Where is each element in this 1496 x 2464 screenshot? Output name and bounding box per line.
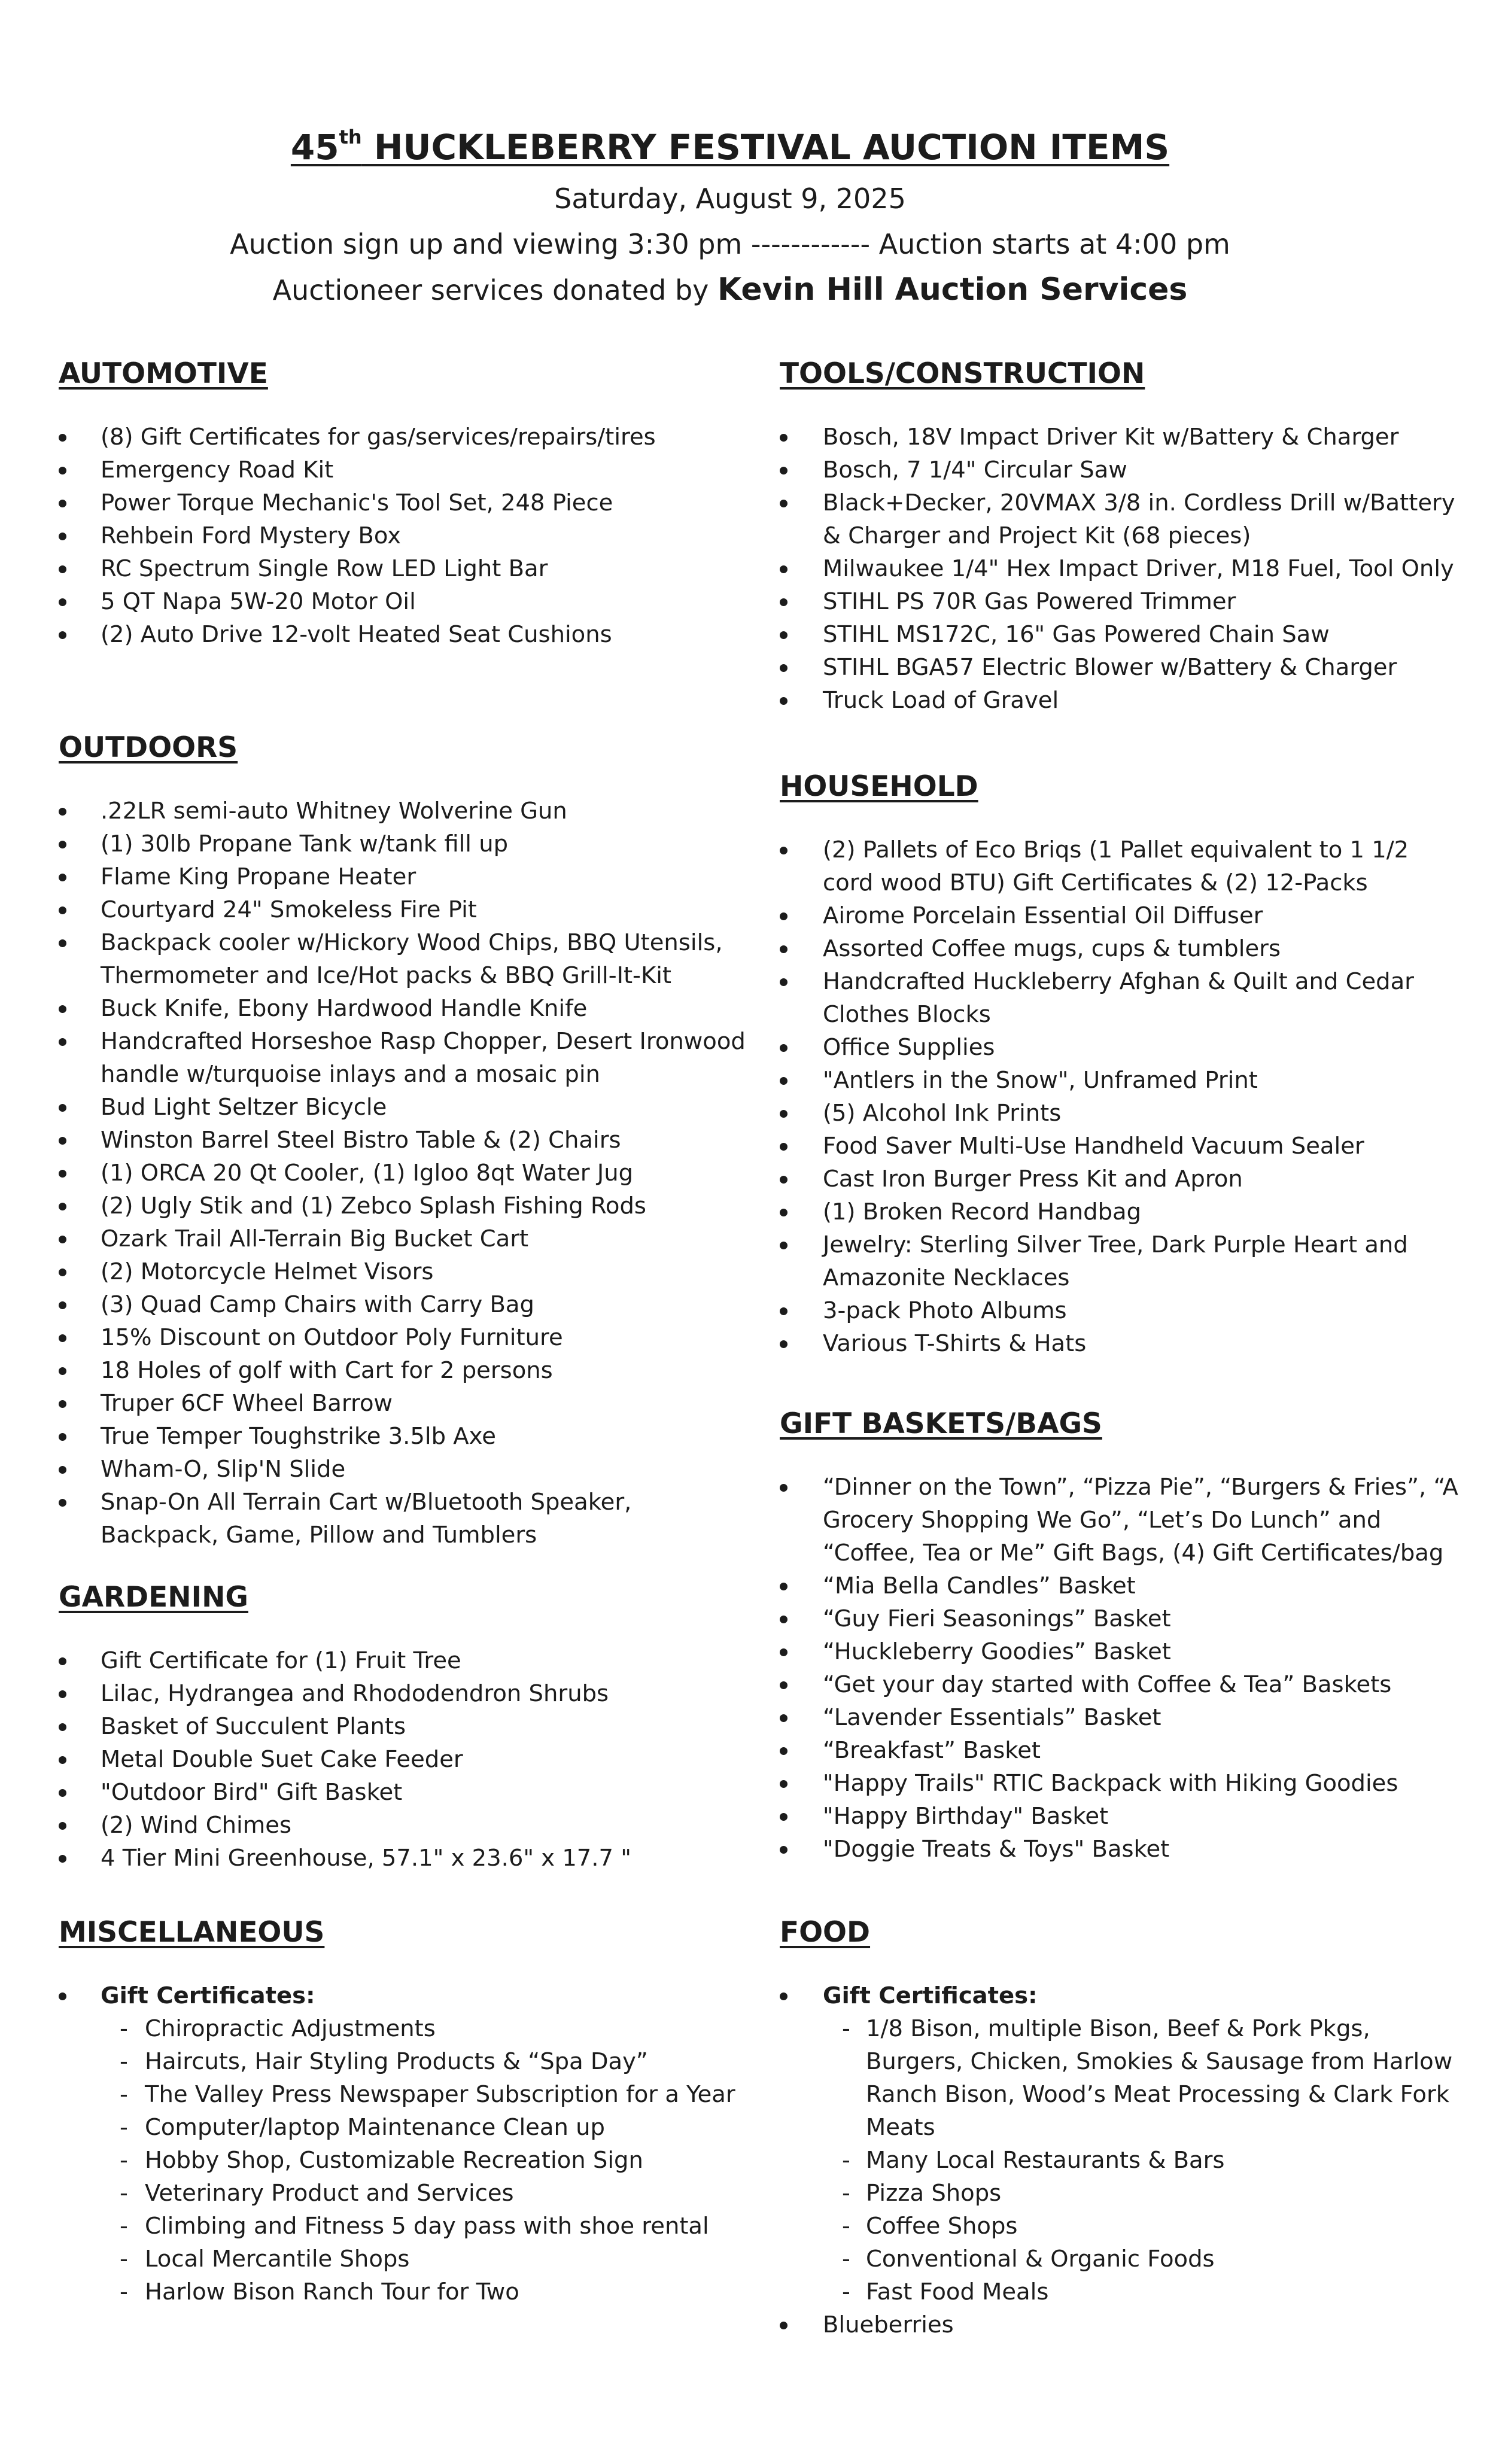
food-list (780, 1979, 1462, 2341)
list-item: - Harlow Bison Ranch Tour for Two (101, 2276, 747, 2308)
list-item: 5 QT Napa 5W-20 Motor Oil (59, 585, 747, 618)
list-item: “Mia Bella Candles” Basket (780, 1569, 1462, 1602)
list-item: 15% Discount on Outdoor Poly Furniture (59, 1321, 747, 1354)
list-item: - Fast Food Meals (823, 2276, 1462, 2308)
list-item: Black+Decker, 20VMAX 3/8 in. Cordless Drill w/Battery & Charger and Project Kit (68 pieces) (780, 486, 1462, 552)
list-item: Ozark Trail All-Terrain Big Bucket Cart (59, 1222, 747, 1255)
list-item (780, 1979, 1462, 2308)
list-item: Winston Barrel Steel Bistro Table & (2) Chairs (59, 1124, 747, 1157)
list-item: (1) Broken Record Handbag (780, 1196, 1462, 1228)
section-miscellaneous (59, 1915, 747, 2308)
list-item: - 1/8 Bison, multiple Bison, Beef & Pork Pkgs, Burgers, Chicken, Smokies & Sausage from Harlow Ranch Bison, Wood’s Meat Processing & Clark Fork Meats (823, 2012, 1462, 2144)
document-title: 45th HUCKLEBERRY FESTIVAL AUCTION ITEMS (290, 126, 1170, 168)
gardening-list (59, 1644, 747, 1875)
list-item: (1) ORCA 20 Qt Cooler, (1) Igloo 8qt Water Jug (59, 1157, 747, 1190)
list-item: Courtyard 24" Smokeless Fire Pit (59, 893, 747, 926)
list-item (59, 1979, 747, 2308)
gift-baskets-list (780, 1471, 1462, 1866)
list-item: STIHL BGA57 Electric Blower w/Battery & Charger (780, 651, 1462, 684)
list-item: .22LR semi-auto Whitney Wolverine Gun (59, 795, 747, 828)
list-item: 3-pack Photo Albums (780, 1294, 1462, 1327)
list-item: Wham-O, Slip'N Slide (59, 1453, 747, 1486)
section-tools (780, 356, 1462, 717)
list-item: - Veterinary Product and Services (101, 2177, 747, 2210)
list-item: Bosch, 7 1/4" Circular Saw (780, 454, 1462, 486)
auctioneer-line: Auctioneer services donated by Kevin Hill Auction Services (272, 272, 1188, 308)
list-item: 4 Tier Mini Greenhouse, 57.1" x 23.6" x 17.7 " (59, 1842, 747, 1875)
list-item: "Happy Trails" RTIC Backpack with Hiking Goodies (780, 1767, 1462, 1800)
household-list (780, 833, 1462, 1360)
document-header (0, 126, 1460, 313)
list-item: (1) 30lb Propane Tank w/tank fill up (59, 828, 747, 860)
list-item: - Climbing and Fitness 5 day pass with shoe rental (101, 2210, 747, 2243)
list-item: Jewelry: Sterling Silver Tree, Dark Purple Heart and Amazonite Necklaces (780, 1228, 1462, 1294)
list-item: “Get your day started with Coffee & Tea” Baskets (780, 1668, 1462, 1701)
list-item: - Conventional & Organic Foods (823, 2243, 1462, 2276)
list-item: Bosch, 18V Impact Driver Kit w/Battery & Charger (780, 421, 1462, 454)
list-item: "Happy Birthday" Basket (780, 1800, 1462, 1833)
list-item: STIHL PS 70R Gas Powered Trimmer (780, 585, 1462, 618)
section-title: FOOD (780, 1916, 871, 1949)
list-item: “Guy Fieri Seasonings” Basket (780, 1602, 1462, 1635)
list-item: Handcrafted Huckleberry Afghan & Quilt and Cedar Clothes Blocks (780, 965, 1462, 1031)
list-item: Metal Double Suet Cake Feeder (59, 1743, 747, 1776)
list-item: Food Saver Multi-Use Handheld Vacuum Sealer (780, 1130, 1462, 1163)
list-item: Power Torque Mechanic's Tool Set, 248 Piece (59, 486, 747, 519)
list-item: Truck Load of Gravel (780, 684, 1462, 717)
section-outdoors (59, 730, 747, 1552)
list-item: Emergency Road Kit (59, 454, 747, 486)
list-item: “Breakfast” Basket (780, 1734, 1462, 1767)
list-item: Truper 6CF Wheel Barrow (59, 1387, 747, 1420)
list-item: Rehbein Ford Mystery Box (59, 519, 747, 552)
list-item: Snap-On All Terrain Cart w/Bluetooth Speaker, Backpack, Game, Pillow and Tumblers (59, 1486, 747, 1552)
list-item: (5) Alcohol Ink Prints (780, 1097, 1462, 1130)
list-item: Office Supplies (780, 1031, 1462, 1064)
list-item: "Doggie Treats & Toys" Basket (780, 1833, 1462, 1866)
section-title: GARDENING (59, 1581, 248, 1614)
auction-date: Saturday, August 9, 2025 (554, 182, 906, 215)
list-item: Flame King Propane Heater (59, 860, 747, 893)
list-item: - Many Local Restaurants & Bars (823, 2144, 1462, 2177)
list-item: (2) Auto Drive 12-volt Heated Seat Cushions (59, 618, 747, 651)
food-sublist (823, 2012, 1462, 2308)
list-item: - Chiropractic Adjustments (101, 2012, 747, 2045)
list-item: Blueberries (780, 2308, 1462, 2341)
section-title: MISCELLANEOUS (59, 1916, 325, 1949)
list-item: (8) Gift Certificates for gas/services/repairs/tires (59, 421, 747, 454)
list-item: “Lavender Essentials” Basket (780, 1701, 1462, 1734)
list-item: - Hobby Shop, Customizable Recreation Sign (101, 2144, 747, 2177)
list-item: (2) Pallets of Eco Briqs (1 Pallet equivalent to 1 1/2 cord wood BTU) Gift Certificates & (2) 12-Packs (780, 833, 1462, 899)
list-item: Backpack cooler w/Hickory Wood Chips, BBQ Utensils, Thermometer and Ice/Hot packs & BBQ Grill-It-Kit (59, 926, 747, 992)
list-item: RC Spectrum Single Row LED Light Bar (59, 552, 747, 585)
list-item: True Temper Toughstrike 3.5lb Axe (59, 1420, 747, 1453)
list-item: “Dinner on the Town”, “Pizza Pie”, “Burgers & Fries”, “A Grocery Shopping We Go”, “Let’s Do Lunch” and “Coffee, Tea or Me” Gift Bags, (4) Gift Certificates/bag (780, 1471, 1462, 1569)
list-item: (2) Wind Chimes (59, 1809, 747, 1842)
section-gift-baskets (780, 1406, 1462, 1866)
list-item: Assorted Coffee mugs, cups & tumblers (780, 932, 1462, 965)
list-item: Cast Iron Burger Press Kit and Apron (780, 1163, 1462, 1196)
list-item: STIHL MS172C, 16" Gas Powered Chain Saw (780, 618, 1462, 651)
section-food (780, 1915, 1462, 2341)
section-household (780, 769, 1462, 1360)
list-item: (3) Quad Camp Chairs with Carry Bag (59, 1288, 747, 1321)
gift-certificates-label: Gift Certificates: (101, 1982, 315, 2009)
list-item: “Huckleberry Goodies” Basket (780, 1635, 1462, 1668)
list-item: Handcrafted Horseshoe Rasp Chopper, Desert Ironwood handle w/turquoise inlays and a mosaic pin (59, 1025, 747, 1091)
list-item: Bud Light Seltzer Bicycle (59, 1091, 747, 1124)
auction-timing: Auction sign up and viewing 3:30 pm ------------ Auction starts at 4:00 pm (230, 228, 1230, 260)
section-title: AUTOMOTIVE (59, 357, 268, 390)
automotive-list (59, 421, 747, 651)
list-item: - Haircuts, Hair Styling Products & “Spa Day” (101, 2045, 747, 2078)
outdoors-list (59, 795, 747, 1552)
section-gardening (59, 1580, 747, 1875)
section-title: GIFT BASKETS/BAGS (780, 1407, 1102, 1440)
list-item: Lilac, Hydrangea and Rhododendron Shrubs (59, 1677, 747, 1710)
section-title: HOUSEHOLD (780, 770, 978, 803)
list-item: "Outdoor Bird" Gift Basket (59, 1776, 747, 1809)
list-item: 18 Holes of golf with Cart for 2 persons (59, 1354, 747, 1387)
section-title: OUTDOORS (59, 731, 238, 764)
list-item: (2) Motorcycle Helmet Visors (59, 1255, 747, 1288)
list-item: "Antlers in the Snow", Unframed Print (780, 1064, 1462, 1097)
list-item: - Pizza Shops (823, 2177, 1462, 2210)
section-automotive (59, 356, 747, 651)
tools-list (780, 421, 1462, 717)
list-item: Gift Certificate for (1) Fruit Tree (59, 1644, 747, 1677)
list-item: - Computer/laptop Maintenance Clean up (101, 2111, 747, 2144)
list-item: Buck Knife, Ebony Hardwood Handle Knife (59, 992, 747, 1025)
list-item: - Local Mercantile Shops (101, 2243, 747, 2276)
list-item: Various T-Shirts & Hats (780, 1327, 1462, 1360)
auctioneer-name: Kevin Hill Auction Services (717, 272, 1188, 308)
list-item: - The Valley Press Newspaper Subscription for a Year (101, 2078, 747, 2111)
section-title: TOOLS/CONSTRUCTION (780, 357, 1145, 390)
gift-certificates-label: Gift Certificates: (823, 1982, 1038, 2009)
miscellaneous-sublist (101, 2012, 747, 2308)
list-item: Milwaukee 1/4" Hex Impact Driver, M18 Fuel, Tool Only (780, 552, 1462, 585)
list-item: (2) Ugly Stik and (1) Zebco Splash Fishing Rods (59, 1190, 747, 1222)
list-item: - Coffee Shops (823, 2210, 1462, 2243)
miscellaneous-list (59, 1979, 747, 2308)
list-item: Airome Porcelain Essential Oil Diffuser (780, 899, 1462, 932)
list-item: Basket of Succulent Plants (59, 1710, 747, 1743)
